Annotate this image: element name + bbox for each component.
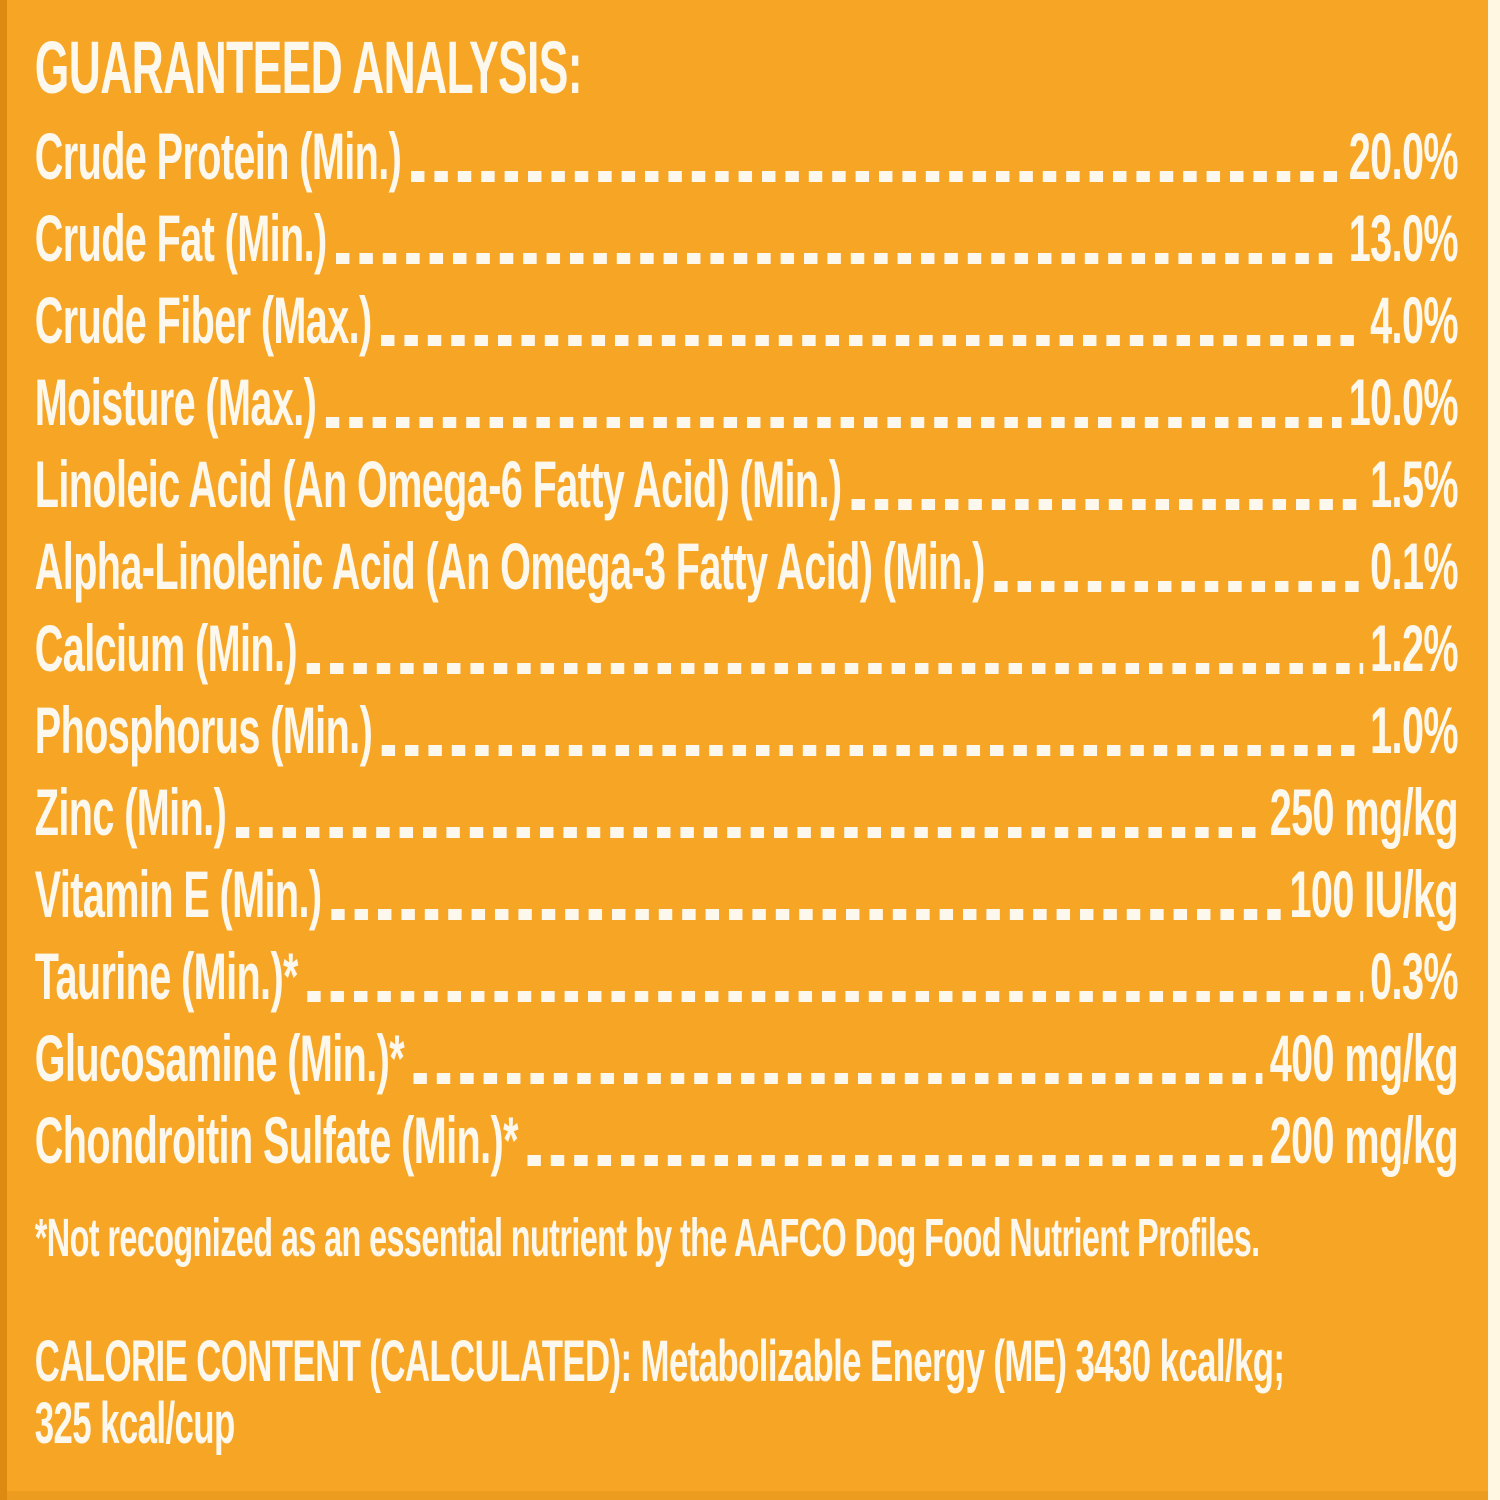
dot-leader	[411, 115, 1342, 197]
dot-leader	[236, 771, 1263, 853]
nutrient-value: 100 IU/kg	[1289, 857, 1458, 931]
nutrient-value: 1.2%	[1370, 611, 1458, 685]
table-row	[35, 607, 1458, 689]
table-row	[35, 1017, 1458, 1099]
table-row	[35, 279, 1458, 361]
nutrient-value: 400 mg/kg	[1269, 1021, 1458, 1095]
nutrient-table	[35, 115, 1458, 1181]
table-row	[35, 771, 1458, 853]
nutrient-name: Linoleic Acid (An Omega-6 Fatty Acid) (Min.)	[34, 447, 842, 521]
bottom-edge-shade	[0, 1491, 1500, 1500]
nutrient-name: Crude Fiber (Max.)	[34, 283, 372, 357]
dot-leader	[994, 525, 1363, 607]
calorie-line-2: 325 kcal/cup	[34, 1391, 235, 1456]
nutrient-value: 20.0%	[1348, 119, 1458, 193]
nutrient-name: Zinc (Min.)	[34, 775, 227, 849]
dot-leader	[851, 443, 1363, 525]
dot-leader	[307, 935, 1362, 1017]
nutrient-name: Crude Protein (Min.)	[34, 119, 402, 193]
nutrient-value: 0.3%	[1370, 939, 1458, 1013]
dot-leader	[326, 361, 1342, 443]
table-row	[35, 935, 1458, 1017]
nutrient-value: 250 mg/kg	[1269, 775, 1458, 849]
nutrient-name: Calcium (Min.)	[34, 611, 298, 685]
dot-leader	[336, 197, 1341, 279]
table-row	[35, 689, 1458, 771]
nutrient-name: Phosphorus (Min.)	[34, 693, 373, 767]
nutrient-name: Chondroitin Sulfate (Min.)*	[34, 1103, 518, 1177]
nutrient-name: Crude Fat (Min.)	[34, 201, 327, 275]
calorie-line-1: CALORIE CONTENT (CALCULATED): Metabolizable Energy (ME) 3430 kcal/kg;	[34, 1329, 1285, 1394]
nutrient-value: 1.0%	[1370, 693, 1458, 767]
dot-leader	[307, 607, 1363, 689]
dot-leader	[381, 279, 1363, 361]
left-edge-strip	[0, 0, 7, 1500]
table-row	[35, 853, 1458, 935]
dot-leader	[331, 853, 1282, 935]
table-row	[35, 443, 1458, 525]
nutrient-value: 4.0%	[1370, 283, 1458, 357]
section-title: GUARANTEED ANALYSIS:	[34, 26, 582, 109]
aafco-footnote: *Not recognized as an essential nutrient by the AAFCO Dog Food Nutrient Profiles.	[34, 1208, 1260, 1268]
table-row	[35, 361, 1458, 443]
nutrient-name: Taurine (Min.)*	[34, 939, 298, 1013]
dot-leader	[414, 1017, 1263, 1099]
calorie-content	[35, 1331, 1458, 1455]
nutrient-value: 10.0%	[1348, 365, 1458, 439]
nutrient-name: Moisture (Max.)	[34, 365, 317, 439]
table-row	[35, 1099, 1458, 1181]
nutrient-value: 200 mg/kg	[1269, 1103, 1458, 1177]
table-row	[35, 525, 1458, 607]
nutrient-name: Vitamin E (Min.)	[34, 857, 322, 931]
nutrient-value: 1.5%	[1370, 447, 1458, 521]
nutrient-name: Alpha-Linolenic Acid (An Omega-3 Fatty Acid) (Min.)	[34, 529, 985, 603]
dot-leader	[382, 689, 1363, 771]
right-edge-strip	[1488, 0, 1500, 1500]
table-row	[35, 197, 1458, 279]
dot-leader	[528, 1099, 1263, 1181]
nutrient-value: 0.1%	[1370, 529, 1458, 603]
nutrient-value: 13.0%	[1348, 201, 1458, 275]
table-row	[35, 115, 1458, 197]
nutrient-name: Glucosamine (Min.)*	[34, 1021, 405, 1095]
